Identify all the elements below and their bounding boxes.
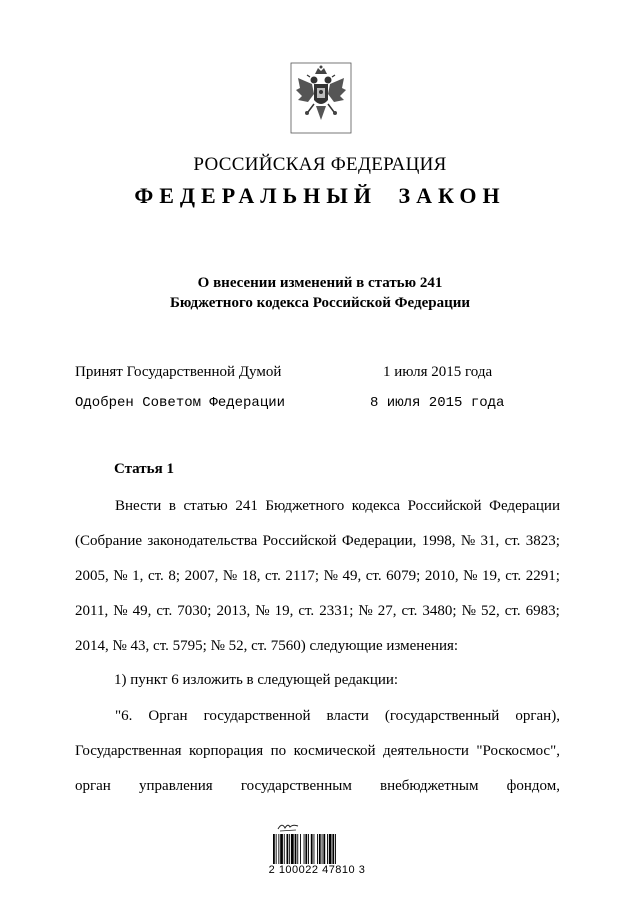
barcode-bar [278, 834, 279, 864]
law-title-line-2: Бюджетного кодекса Российской Федерации [169, 295, 470, 311]
word: корпорация [189, 743, 264, 759]
barcode-bar [297, 834, 298, 864]
article-line-3 [75, 569, 560, 584]
document-type: ФЕДЕРАЛЬНЫЙ ЗАКОН [134, 183, 506, 208]
word: 1, [132, 568, 144, 584]
word: 8; [168, 568, 181, 584]
barcode-bar [284, 834, 285, 864]
word: № [358, 603, 373, 619]
word: кодекса [351, 498, 401, 514]
word: законодательства [147, 533, 258, 549]
word: 6983; [525, 603, 560, 619]
word: Российской [407, 498, 482, 514]
barcode-bar [287, 834, 289, 864]
word: 19, [482, 568, 501, 584]
word: статью [183, 498, 228, 514]
barcode-bar [304, 834, 305, 864]
word: Федерации [489, 498, 560, 514]
word: 7030; [177, 603, 212, 619]
word: ст. [505, 568, 522, 584]
word: 3823; [525, 533, 560, 549]
word: космической [293, 743, 376, 759]
word: 31, [480, 533, 500, 549]
word: (государственный [384, 708, 500, 724]
word: Российской [262, 533, 337, 549]
article-heading: Статья 1 [114, 461, 174, 477]
word: 3480; [422, 603, 457, 619]
barcode [272, 834, 362, 864]
word: 2011, [75, 603, 109, 619]
article-line-9 [75, 779, 560, 794]
word: орган [75, 778, 111, 794]
barcode-bar [280, 834, 283, 864]
word: 18, [241, 568, 261, 584]
word: деятельности [383, 743, 469, 759]
word: № [113, 568, 128, 584]
word: 2291; [525, 568, 560, 584]
barcode-bar [327, 834, 328, 864]
law-title [0, 273, 640, 313]
word: Бюджетного [265, 498, 345, 514]
word: Федерации, [341, 533, 417, 549]
barcode-bar [322, 834, 323, 864]
word: № [461, 603, 476, 619]
word: № [113, 603, 128, 619]
word: ст. [504, 603, 521, 619]
word: 19, [274, 603, 294, 619]
article-line-8 [75, 744, 560, 759]
word: 2331; [319, 603, 354, 619]
barcode-bar [273, 834, 275, 864]
barcode-bar [289, 834, 290, 864]
word: № [460, 533, 476, 549]
word: Орган [148, 708, 188, 724]
word: внебюджетным [379, 778, 479, 794]
word: 49, [342, 568, 362, 584]
article-line-7 [75, 709, 560, 724]
word: ст. [147, 568, 164, 584]
word: ст. [504, 533, 521, 549]
barcode-bar [311, 834, 313, 864]
barcode-number: 2 100022 47810 3 [268, 864, 366, 876]
word: государственным [240, 778, 352, 794]
barcode-bar [276, 834, 277, 864]
word: орган), [515, 708, 560, 724]
barcode-bar [323, 834, 325, 864]
council-approved-date: 8 июля 2015 года [370, 395, 505, 411]
duma-adopted-date: 1 июля 2015 года [383, 364, 493, 380]
article-line-6: 1) пункт 6 изложить в следующей редакции: [114, 672, 399, 688]
word: по [270, 743, 287, 759]
word: управления [139, 778, 213, 794]
word: 6079; [386, 568, 421, 584]
word: 241 [235, 498, 258, 514]
barcode-bar [317, 834, 318, 864]
word: № [255, 603, 270, 619]
barcode-bar [295, 834, 297, 864]
word: государственной [203, 708, 311, 724]
barcode-bar [335, 834, 336, 864]
barcode-bar [319, 834, 321, 864]
article-line-4 [75, 604, 560, 619]
word: 27, [377, 603, 397, 619]
word: ст. [401, 603, 418, 619]
article-line-1 [75, 499, 560, 514]
word: 2007, [184, 568, 219, 584]
barcode-bar [305, 834, 307, 864]
word: 1998, [421, 533, 456, 549]
barcode-bar [291, 834, 294, 864]
word: "6. [115, 708, 133, 724]
word: ст. [298, 603, 315, 619]
barcode-bar [308, 834, 309, 864]
barcode-bar [329, 834, 332, 864]
word: ст. [156, 603, 173, 619]
word: 49, [132, 603, 152, 619]
word: 2013, [216, 603, 251, 619]
barcode-bar [332, 834, 334, 864]
article-line-2 [75, 534, 560, 549]
word: ст. [265, 568, 281, 584]
word: № [323, 568, 338, 584]
word: в [168, 498, 176, 514]
word: 2005, [75, 568, 109, 584]
word: 2010, [424, 568, 459, 584]
word: № [463, 568, 478, 584]
word: 2117; [285, 568, 320, 584]
word: № [222, 568, 238, 584]
duma-adopted-label: Принят Государственной Думой [75, 364, 282, 380]
barcode-bar [300, 834, 301, 864]
word: Внести [115, 498, 162, 514]
barcode-bar [314, 834, 315, 864]
signature-icon [276, 820, 300, 832]
word: 52, [480, 603, 500, 619]
word: фондом, [506, 778, 560, 794]
word: "Роскосмос", [476, 743, 560, 759]
word: Государственная [75, 743, 182, 759]
country-name: РОССИЙСКАЯ ФЕДЕРАЦИЯ [193, 154, 447, 175]
council-approved-label: Одобрен Советом Федерации [75, 395, 286, 411]
article-line-5: 2014, № 43, ст. 5795; № 52, ст. 7560) следующие изменения: [75, 638, 459, 654]
coat-of-arms-icon [290, 62, 352, 134]
word: власти [326, 708, 369, 724]
word: (Собрание [75, 533, 143, 549]
law-title-line-1: О внесении изменений в статью 241 [197, 275, 443, 291]
word: ст. [365, 568, 382, 584]
